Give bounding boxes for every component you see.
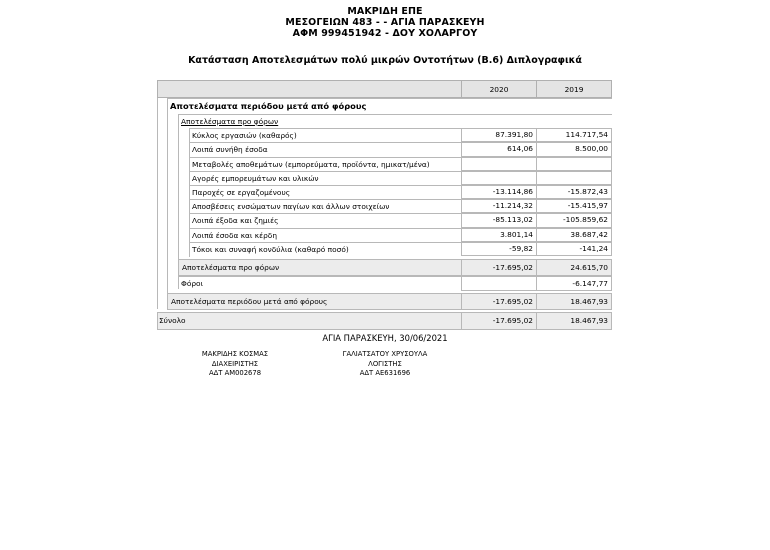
line-item-2019: -141,24 xyxy=(536,242,612,256)
line-item-2019: -15.872,43 xyxy=(536,185,612,199)
pretax-total-2020: -17.695,02 xyxy=(461,259,537,276)
indent-guide-level2 xyxy=(178,114,179,289)
table-row xyxy=(157,142,612,156)
line-item-2020: 87.391,80 xyxy=(461,128,537,142)
grand-total-row xyxy=(157,312,612,330)
line-item-2020: -13.114,86 xyxy=(461,185,537,199)
line-item-2019: 114.717,54 xyxy=(536,128,612,142)
place-date: ΑΓΙΑ ΠΑΡΑΣΚΕΥΗ, 30/06/2021 xyxy=(322,333,448,343)
section-title-row xyxy=(157,98,612,114)
column-header-2020: 2020 xyxy=(461,80,537,98)
line-item-2019: -105.859,62 xyxy=(536,213,612,227)
line-item-label: Λοιπά έσοδα και κέρδη xyxy=(189,228,462,242)
line-item-2019 xyxy=(536,157,612,171)
line-item-2020: 614,06 xyxy=(461,142,537,156)
table-row xyxy=(157,228,612,242)
aftertax-total-row xyxy=(157,293,612,310)
column-header-2019: 2019 xyxy=(536,80,612,98)
line-item-2020 xyxy=(461,171,537,185)
table-row xyxy=(157,128,612,142)
line-item-label: Κύκλος εργασιών (καθαρός) xyxy=(189,128,462,142)
company-tax-info: ΑΦΜ 999451942 - ΔΟΥ ΧΟΛΑΡΓΟΥ xyxy=(292,28,478,39)
line-item-label: Παροχές σε εργαζομένους xyxy=(189,185,462,199)
line-item-label: Αποσβέσεις ενσώματων παγίων και άλλων στοιχείων xyxy=(189,199,462,213)
line-item-label: Μεταβολές αποθεμάτων (εμπορεύματα, προϊόντα, ημικατ/μένα) xyxy=(189,157,462,171)
income-statement-table xyxy=(157,80,612,330)
subsection-blank xyxy=(461,114,612,128)
table-row xyxy=(157,171,612,185)
subsection-title: Αποτελέσματα προ φόρων xyxy=(178,114,462,128)
table-row xyxy=(157,242,612,256)
line-item-label: Τόκοι και συναφή κονδύλια (καθαρό ποσό) xyxy=(189,242,462,256)
table-row xyxy=(157,185,612,199)
manager-id: ΑΔΤ ΑΜ002678 xyxy=(208,369,262,377)
line-item-2020: -85.113,02 xyxy=(461,213,537,227)
company-header xyxy=(0,6,770,39)
indent-guide-level3 xyxy=(189,128,190,257)
line-item-label: Λοιπά συνήθη έσοδα xyxy=(189,142,462,156)
table-row xyxy=(157,213,612,227)
line-item-2020: 3.801,14 xyxy=(461,228,537,242)
pretax-total-2019: 24.615,70 xyxy=(536,259,612,276)
company-name: ΜΑΚΡΙΔΗ ΕΠΕ xyxy=(347,6,423,17)
taxes-2019: -6.147,77 xyxy=(536,276,612,291)
report-title: Κατάσταση Αποτελεσμάτων πολύ μικρών Οντοτήτων (Β.6) Διπλογραφικά xyxy=(188,55,582,66)
line-item-2020: -59,82 xyxy=(461,242,537,256)
signature-accountant xyxy=(322,350,448,379)
manager-name: ΜΑΚΡΙΔΗΣ ΚΟΣΜΑΣ xyxy=(201,350,269,358)
company-address: ΜΕΣΟΓΕΙΩΝ 483 - - ΑΓΙΑ ΠΑΡΑΣΚΕΥΗ xyxy=(285,17,485,28)
line-item-2019: 38.687,42 xyxy=(536,228,612,242)
header-blank-cell xyxy=(157,80,462,98)
line-item-2020 xyxy=(461,157,537,171)
accountant-id: ΑΔΤ ΑΕ631696 xyxy=(359,369,411,377)
line-item-label: Αγορές εμπορευμάτων και υλικών xyxy=(189,171,462,185)
accountant-name: ΓΑΛΙΑΤΣΑΤΟΥ ΧΡΥΣΟΥΛΑ xyxy=(342,350,428,358)
aftertax-total-2019: 18.467,93 xyxy=(536,293,612,310)
grand-total-label: Σύνολο xyxy=(157,312,462,330)
accountant-role: ΛΟΓΙΣΤΗΣ xyxy=(368,359,402,368)
signature-manager xyxy=(180,350,290,379)
pretax-total-row xyxy=(157,259,612,276)
line-item-2020: -11.214,32 xyxy=(461,199,537,213)
grand-total-2020: -17.695,02 xyxy=(461,312,537,330)
aftertax-total-label: Αποτελέσματα περιόδου μετά από φόρους xyxy=(167,293,462,310)
outer-left-border xyxy=(157,98,158,309)
line-item-2019: -15.415,97 xyxy=(536,199,612,213)
line-items xyxy=(157,128,612,256)
line-item-2019 xyxy=(536,171,612,185)
table-row xyxy=(157,157,612,171)
line-item-2019: 8.500,00 xyxy=(536,142,612,156)
taxes-2020 xyxy=(461,276,537,291)
subsection-title-row xyxy=(157,114,612,128)
indent-guide-level1 xyxy=(167,98,168,308)
taxes-label: Φόροι xyxy=(178,276,462,291)
line-item-label: Λοιπά έξοδα και ζημιές xyxy=(189,213,462,227)
grand-total-2019: 18.467,93 xyxy=(536,312,612,330)
section-title: Αποτελέσματα περιόδου μετά από φόρους xyxy=(167,98,612,114)
aftertax-total-2020: -17.695,02 xyxy=(461,293,537,310)
manager-role: ΔΙΑΧΕΙΡΙΣΤΗΣ xyxy=(211,359,259,368)
taxes-row xyxy=(157,276,612,291)
pretax-total-label: Αποτελέσματα προ φόρων xyxy=(178,259,462,276)
table-row xyxy=(157,199,612,213)
table-header-row xyxy=(157,80,612,98)
